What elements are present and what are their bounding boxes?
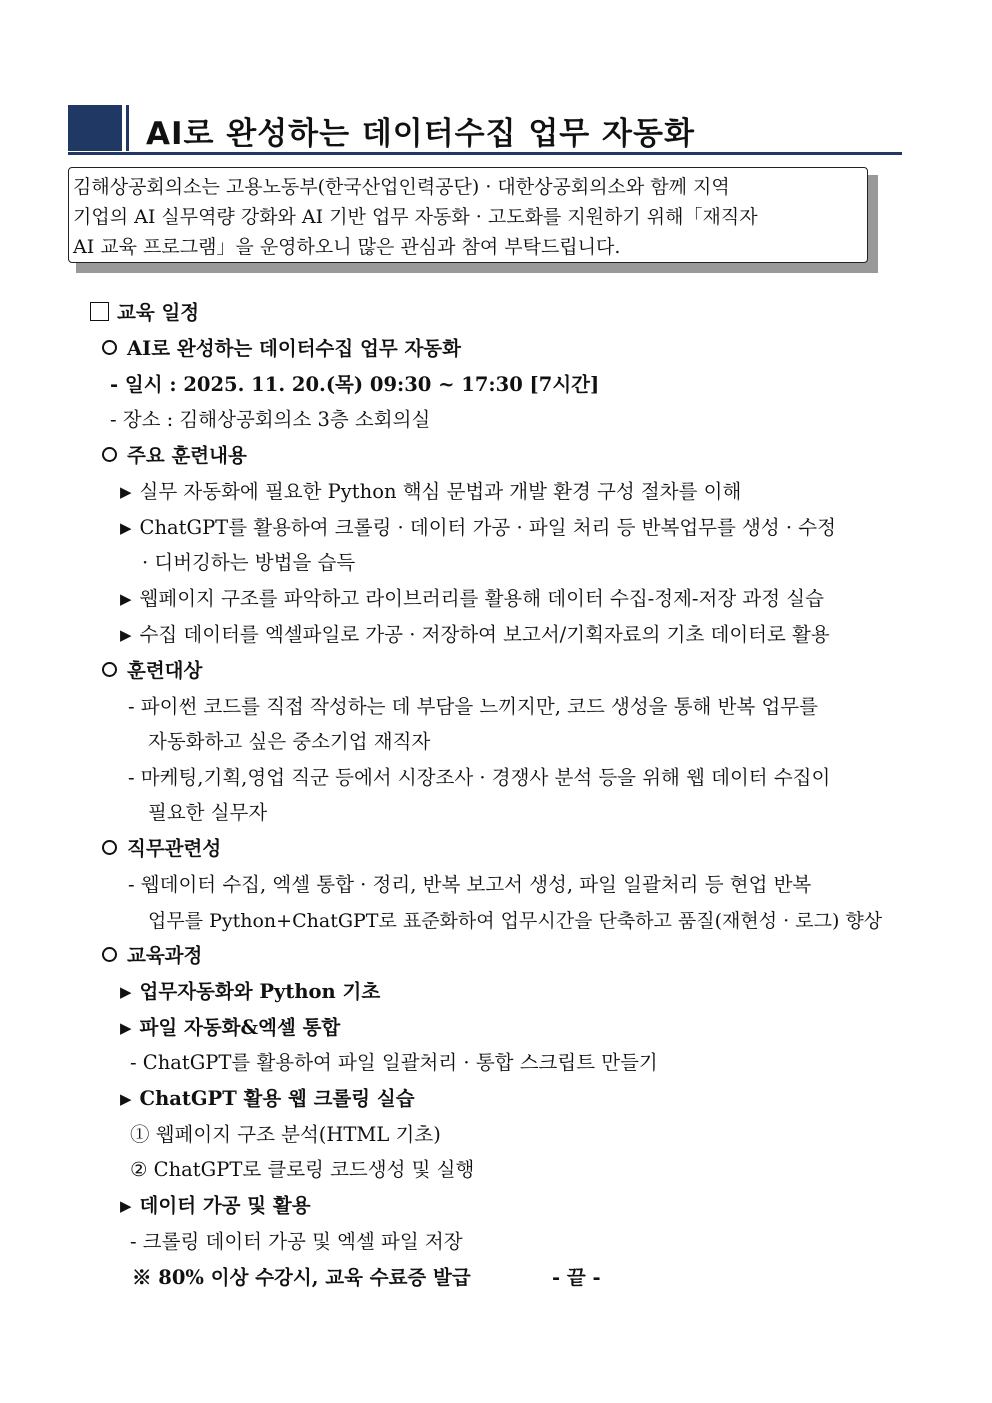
curriculum-header-label: 교육과정 [127, 944, 203, 967]
content-item [120, 479, 741, 505]
relevance-line: 업무를 Python+ChatGPT로 표준화하여 업무시간을 단축하고 품질(재현성 · 로그) 향상 [148, 910, 883, 932]
triangle-bullet-icon: ▶ [120, 590, 132, 608]
triangle-bullet-icon: ▶ [120, 519, 132, 537]
section-target-header [102, 658, 202, 684]
place-line: - 장소 : 김해상공회의소 3층 소회의실 [110, 408, 431, 431]
target-line: - 파이썬 코드를 직접 작성하는 데 부담을 느끼지만, 코드 생성을 통해 반복 업무를 [128, 695, 818, 718]
target-line: 자동화하고 싶은 중소기업 재직자 [148, 730, 431, 753]
relevance-line: - 웹데이터 수집, 엑셀 통합 · 정리, 반복 보고서 생성, 파일 일괄처리 등 현업 반복 [128, 873, 812, 896]
content-item-continuation: · 디버깅하는 방법을 습득 [142, 551, 356, 574]
module-title: 데이터 가공 및 활용 [139, 1194, 311, 1217]
content-header-label: 주요 훈련내용 [127, 444, 247, 467]
title-block [68, 105, 902, 155]
module-step: ② ChatGPT로 클로링 코드생성 및 실행 [130, 1158, 475, 1181]
module-title: 파일 자동화&엑셀 통합 [139, 1016, 341, 1039]
content-item-text: 실무 자동화에 필요한 Python 핵심 문법과 개발 환경 구성 절차를 이해 [139, 480, 742, 503]
content-item [120, 586, 824, 612]
content-item-text: ChatGPT를 활용하여 크롤링 · 데이터 가공 · 파일 처리 등 반복업무를 생성 · 수정 [139, 516, 836, 539]
content-item [120, 622, 830, 648]
triangle-bullet-icon: ▶ [120, 1019, 132, 1037]
content-item [120, 515, 836, 541]
section-schedule-header [90, 300, 199, 326]
target-line: - 마케팅,기획,영업 직군 등에서 시장조사 · 경쟁사 분석 등을 위해 웹 데이터 수집이 [128, 766, 831, 789]
circle-bullet-icon [102, 840, 117, 855]
circle-bullet-icon [102, 447, 117, 462]
schedule-header-label: 교육 일정 [117, 301, 200, 324]
target-line: 필요한 실무자 [148, 801, 268, 824]
circle-bullet-icon [102, 340, 117, 355]
title-underline [68, 152, 902, 155]
curriculum-module [120, 1015, 340, 1041]
circle-bullet-icon [102, 947, 117, 962]
title-square-decoration [68, 105, 122, 151]
curriculum-module [120, 1086, 415, 1112]
circle-bullet-icon [102, 662, 117, 677]
content-item-text: 수집 데이터를 엑셀파일로 가공 · 저장하여 보고서/기획자료의 기초 데이터로 활용 [139, 623, 830, 646]
triangle-bullet-icon: ▶ [120, 1197, 132, 1215]
checkbox-icon [90, 302, 109, 321]
module-title: ChatGPT 활용 웹 크롤링 실습 [139, 1087, 415, 1110]
intro-line: AI 교육 프로그램」을 운영하오니 많은 관심과 참여 부탁드립니다. [73, 236, 621, 258]
section-curriculum-header [102, 943, 202, 969]
intro-line: 기업의 AI 실무역량 강화와 AI 기반 업무 자동화 · 고도화를 지원하기 위해「재직자 [73, 206, 758, 228]
completion-note: ※ 80% 이상 수강시, 교육 수료증 발급 [132, 1266, 471, 1289]
section-relevance-header [102, 836, 221, 862]
module-detail: - ChatGPT를 활용하여 파일 일괄처리 · 통합 스크립트 만들기 [130, 1051, 658, 1074]
triangle-bullet-icon: ▶ [120, 983, 132, 1001]
content-item-text: 웹페이지 구조를 파악하고 라이브러리를 활용해 데이터 수집-정제-저장 과정 실습 [139, 587, 824, 610]
module-title: 업무자동화와 Python 기초 [139, 980, 381, 1003]
title-divider [126, 105, 129, 151]
end-mark: - 끝 - [552, 1266, 601, 1289]
relevance-header-label: 직무관련성 [127, 837, 222, 860]
triangle-bullet-icon: ▶ [120, 483, 132, 501]
course-name-label: AI로 완성하는 데이터수집 업무 자동화 [127, 337, 461, 360]
intro-line: 김해상공회의소는 고용노동부(한국산업인력공단) · 대한상공회의소와 함께 지역 [73, 176, 730, 198]
triangle-bullet-icon: ▶ [120, 626, 132, 644]
course-name [102, 336, 461, 362]
intro-box [68, 167, 868, 263]
target-header-label: 훈련대상 [127, 659, 203, 682]
page-title: AI로 완성하는 데이터수집 업무 자동화 [146, 116, 695, 152]
triangle-bullet-icon: ▶ [120, 1090, 132, 1108]
module-detail: - 크롤링 데이터 가공 및 엑셀 파일 저장 [130, 1230, 463, 1253]
curriculum-module [120, 979, 380, 1005]
module-step: ① 웹페이지 구조 분석(HTML 기초) [130, 1123, 441, 1146]
date-line: - 일시 : 2025. 11. 20.(목) 09:30 ~ 17:30 [7시간] [110, 373, 600, 396]
section-content-header [102, 443, 247, 469]
curriculum-module [120, 1193, 311, 1219]
